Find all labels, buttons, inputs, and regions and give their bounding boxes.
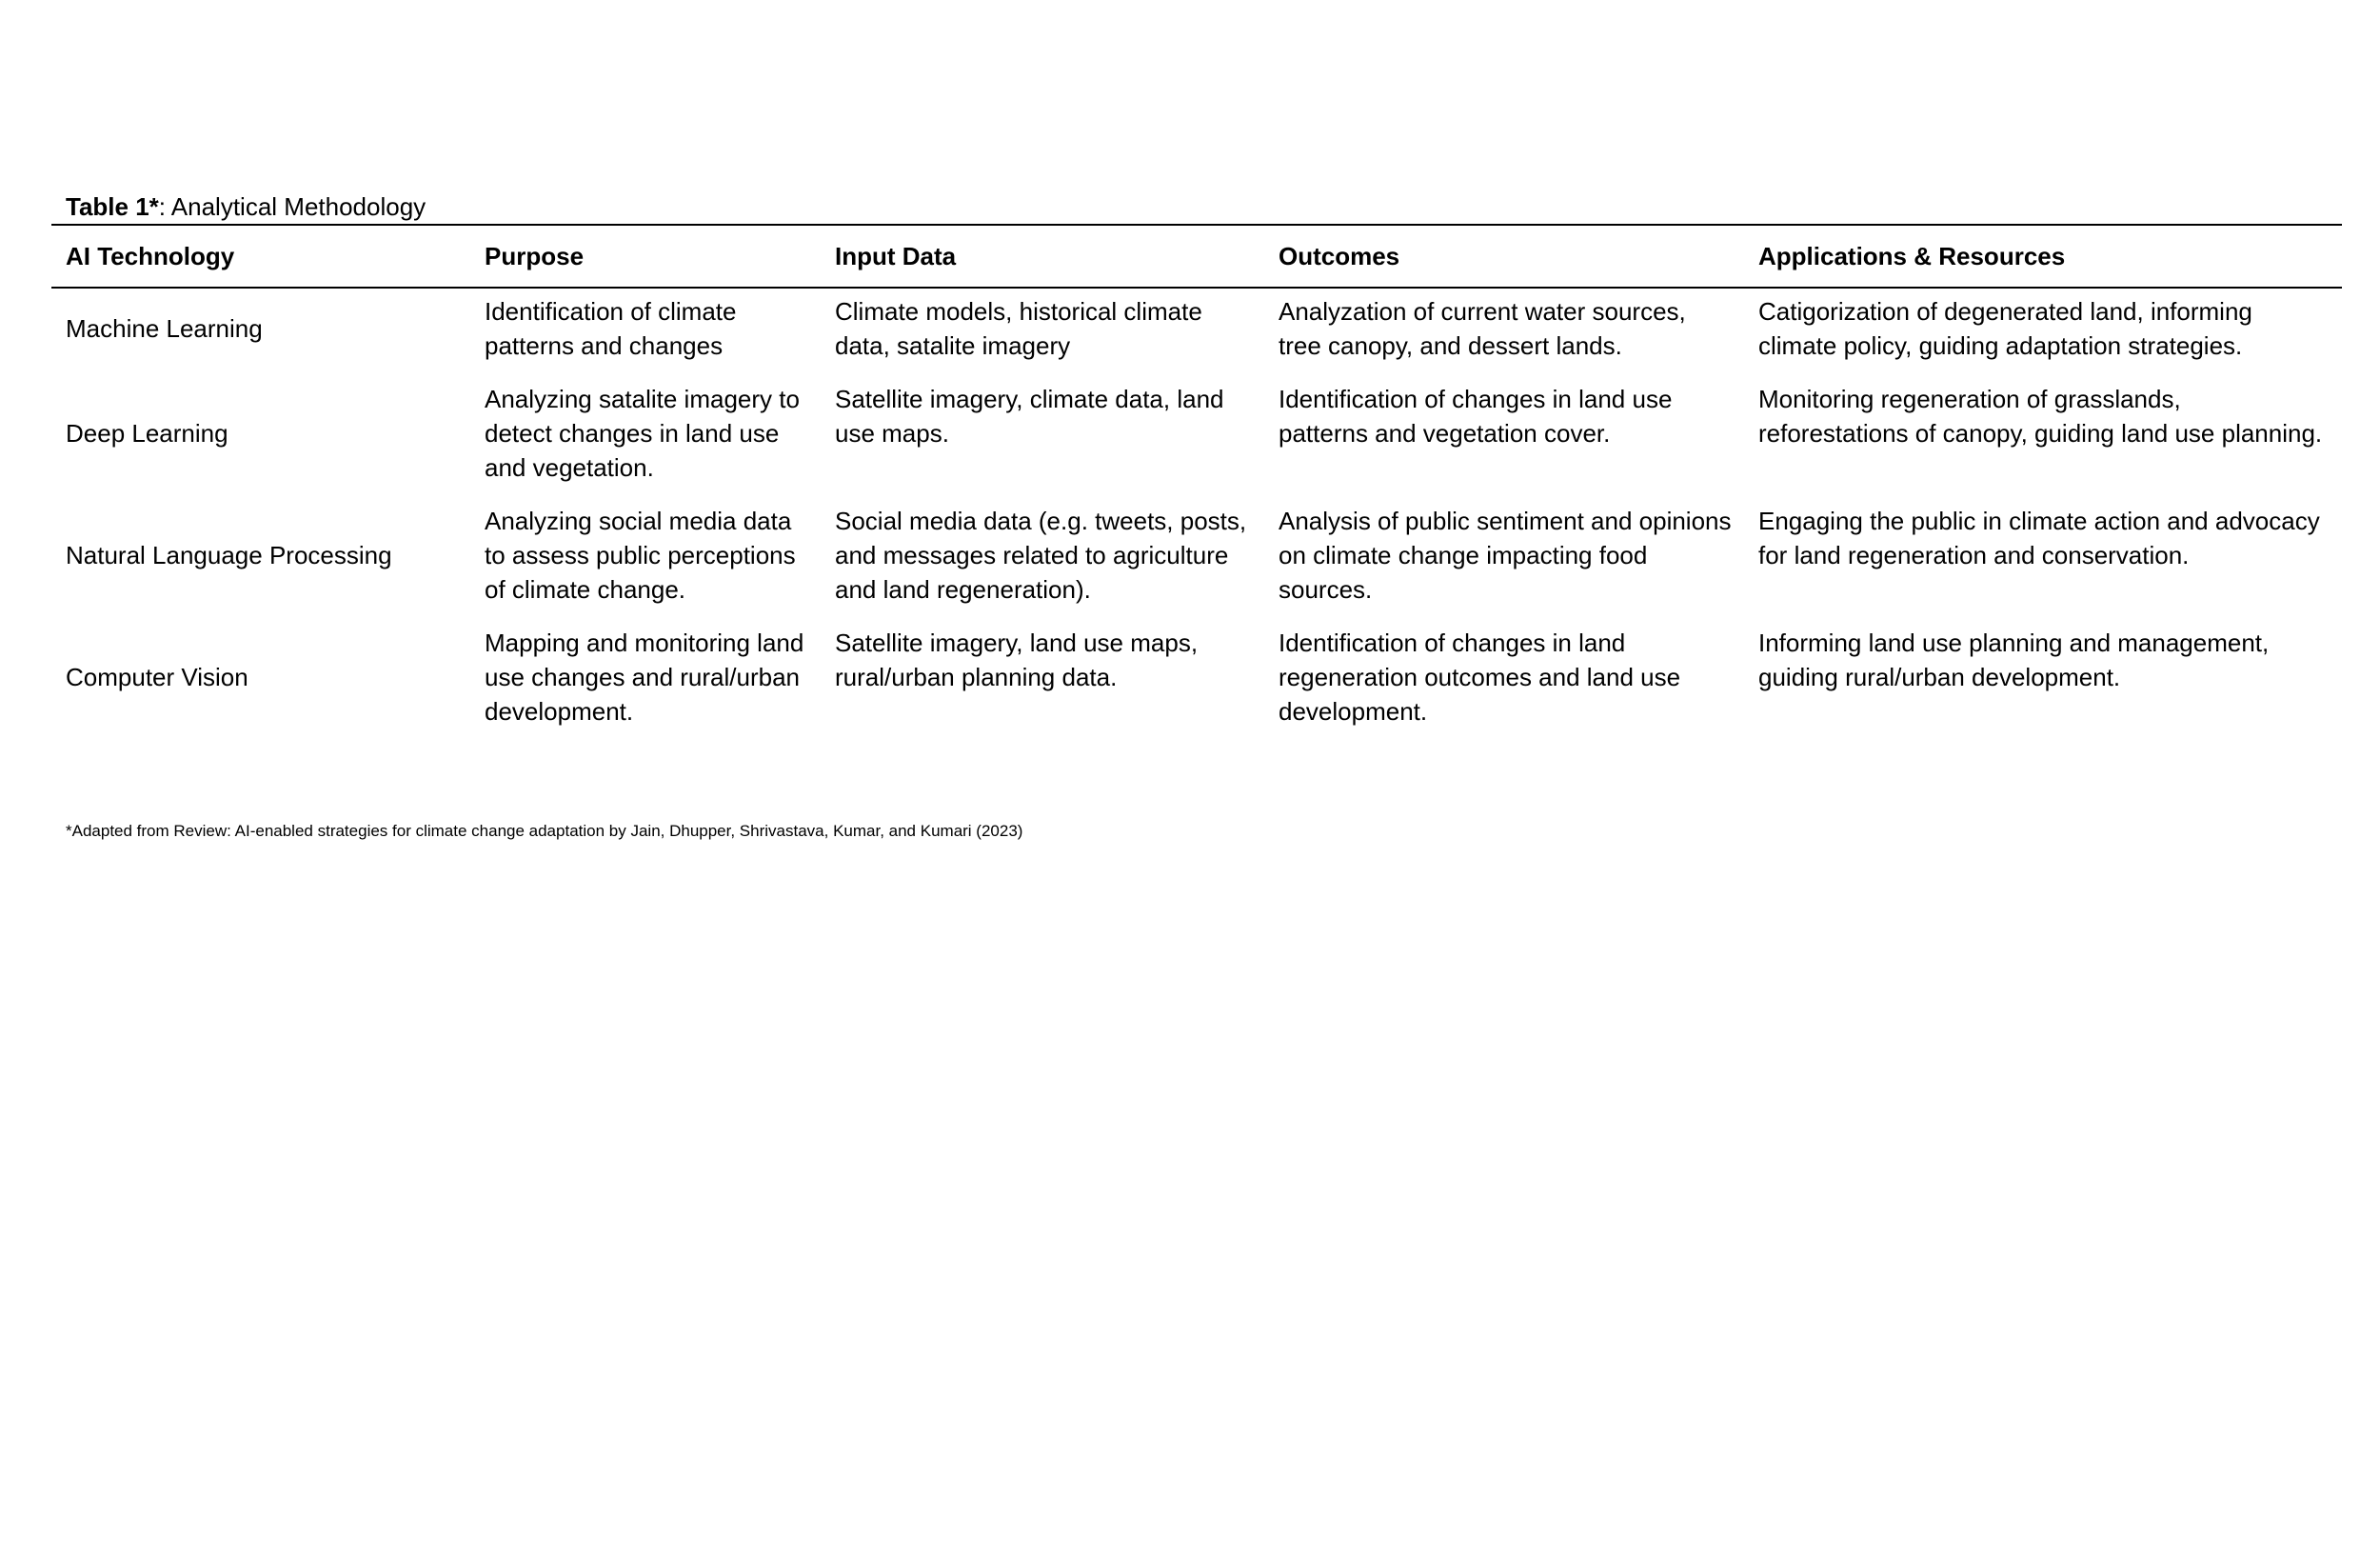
cell-input-data: Satellite imagery, land use maps, rural/urban planning data. <box>835 629 1199 691</box>
cell-outcomes: Identification of changes in land regeneration outcomes and land use development. <box>1279 629 1681 726</box>
cell-purpose: Identification of climate patterns and changes <box>485 297 737 360</box>
cell-input-data: Social media data (e.g. tweets, posts, and messages related to agriculture and land regeneration). <box>835 507 1247 604</box>
cell-purpose: Analyzing satalite imagery to detect changes in land use and vegetation. <box>485 385 800 482</box>
cell-technology: Machine Learning <box>66 314 263 343</box>
table-row <box>51 498 2342 620</box>
header-purpose: Purpose <box>485 242 585 270</box>
cell-applications: Engaging the public in climate action and advocacy for land regeneration and conservation. <box>1758 507 2320 569</box>
cell-applications: Catigorization of degenerated land, informing climate policy, guiding adaptation strategies. <box>1758 297 2252 360</box>
header-outcomes: Outcomes <box>1279 242 1400 270</box>
cell-purpose: Analyzing social media data to assess public perceptions of climate change. <box>485 507 796 604</box>
header-row <box>51 225 2342 288</box>
table-header <box>51 225 2342 288</box>
cell-input-data: Satellite imagery, climate data, land use maps. <box>835 385 1224 448</box>
cell-technology: Deep Learning <box>66 419 228 448</box>
cell-technology: Computer Vision <box>66 663 248 691</box>
cell-outcomes: Analysis of public sentiment and opinions on climate change impacting food sources. <box>1279 507 1732 604</box>
table-row <box>51 288 2342 376</box>
cell-applications: Monitoring regeneration of grasslands, reforestations of canopy, guiding land use planning. <box>1758 385 2323 448</box>
methodology-table <box>51 224 2342 742</box>
methodology-table-container <box>51 224 2342 742</box>
cell-technology: Natural Language Processing <box>66 541 392 569</box>
cell-input-data: Climate models, historical climate data, satalite imagery <box>835 297 1202 360</box>
table-caption-label: Table 1* <box>66 192 159 221</box>
table-footnote: *Adapted from Review: AI-enabled strategies for climate change adaptation by Jain, Dhupper, Shrivastava, Kumar, and Kumari (2023) <box>66 822 1023 840</box>
table-row <box>51 376 2342 498</box>
cell-outcomes: Analyzation of current water sources, tree canopy, and dessert lands. <box>1279 297 1686 360</box>
header-input-data: Input Data <box>835 242 957 270</box>
table-caption-text: : Analytical Methodology <box>158 192 426 221</box>
cell-outcomes: Identification of changes in land use patterns and vegetation cover. <box>1279 385 1673 448</box>
cell-applications: Informing land use planning and management, guiding rural/urban development. <box>1758 629 2270 691</box>
header-applications: Applications & Resources <box>1758 242 2066 270</box>
cell-purpose: Mapping and monitoring land use changes and rural/urban development. <box>485 629 804 726</box>
table-body <box>51 288 2342 742</box>
table-row <box>51 620 2342 742</box>
header-ai-technology: AI Technology <box>66 242 235 270</box>
table-caption <box>66 190 426 223</box>
